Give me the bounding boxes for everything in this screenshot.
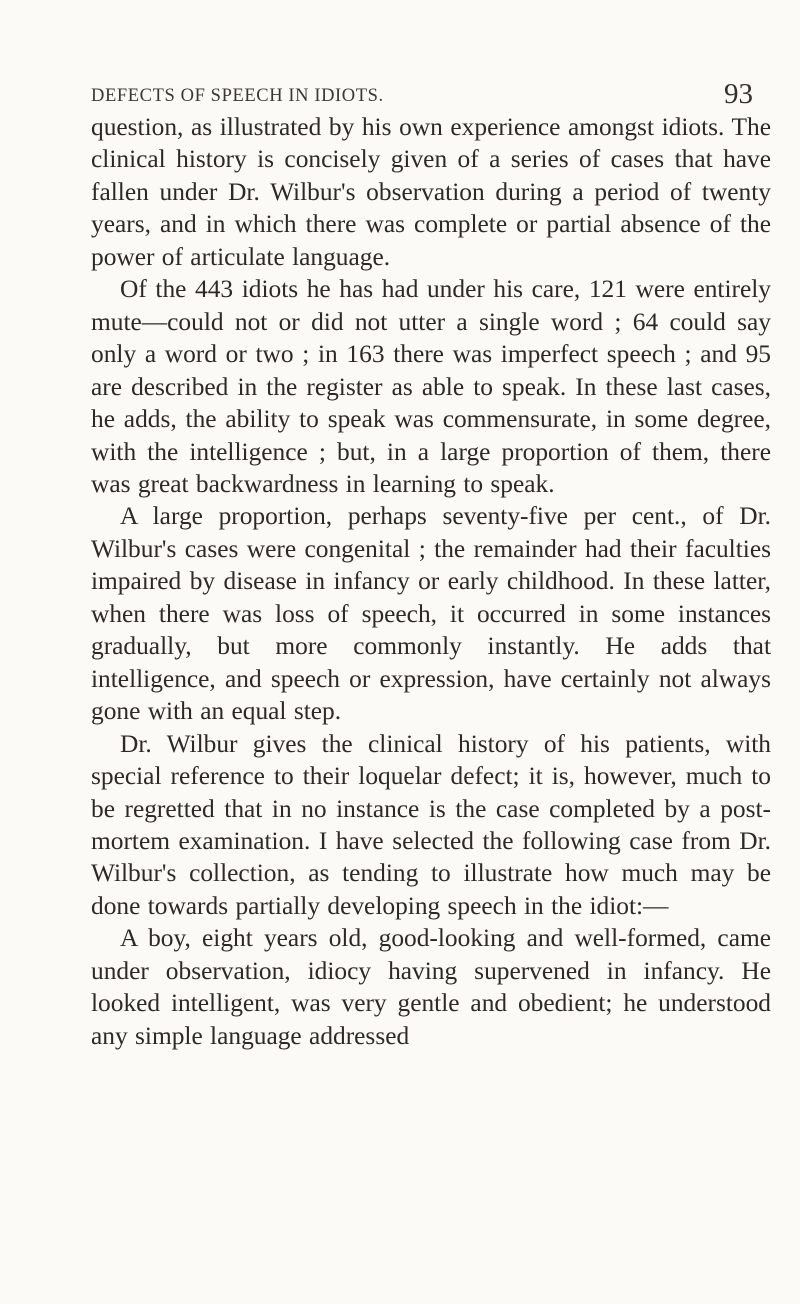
paragraph-boy-case: A boy, eight years old, good-looking and well-formed, came under observation, idiocy having supervened in infancy. He looked intelligent, was very gentle and obedient; he understood any simple language addressed: [91, 924, 771, 1050]
running-title: DEFECTS OF SPEECH IN IDIOTS.: [91, 86, 384, 106]
paragraph-clinical-history: Dr. Wilbur gives the clinical history of his patients, with special reference to their loquelar defect; it is, however, much to be regretted that in no instance is the case completed by a post-mortem examination. I have selected the following case from Dr. Wilbur's collection, as tending to illustrate how much may be done towards partially developing speech in the idiot:—: [91, 729, 771, 920]
paragraph-continuation: question, as illustrated by his own experience amongst idiots. The clinical history is concisely given of a series of cases that have fallen under Dr. Wilbur's observation during a period of twenty years, and in which there was complete or partial absence of the power of articulate language.: [91, 113, 771, 271]
body-text: [91, 111, 771, 1052]
page-number: 93: [724, 78, 753, 110]
paragraph-congenital-cases: A large proportion, perhaps seventy-five per cent., of Dr. Wilbur's cases were congenital ; the remainder had their faculties impaired by disease in infancy or early childhood. In these latter, when there was loss of speech, it occurred in some instances gradually, but more commonly instantly. He adds that intelligence, and speech or expression, have certainly not always gone with an equal step.: [91, 502, 771, 726]
paragraph-idiot-statistics: Of the 443 idiots he has had under his care, 121 were entirely mute—could not or did not utter a single word ; 64 could say only a word or two ; in 163 there was imperfect speech ; and 95 are described in the register as able to speak. In these last cases, he adds, the ability to speak was commensurate, in some degree, with the intelligence ; but, in a large proportion of them, there was great backwardness in learning to speak.: [91, 275, 771, 498]
running-head: [91, 78, 781, 114]
